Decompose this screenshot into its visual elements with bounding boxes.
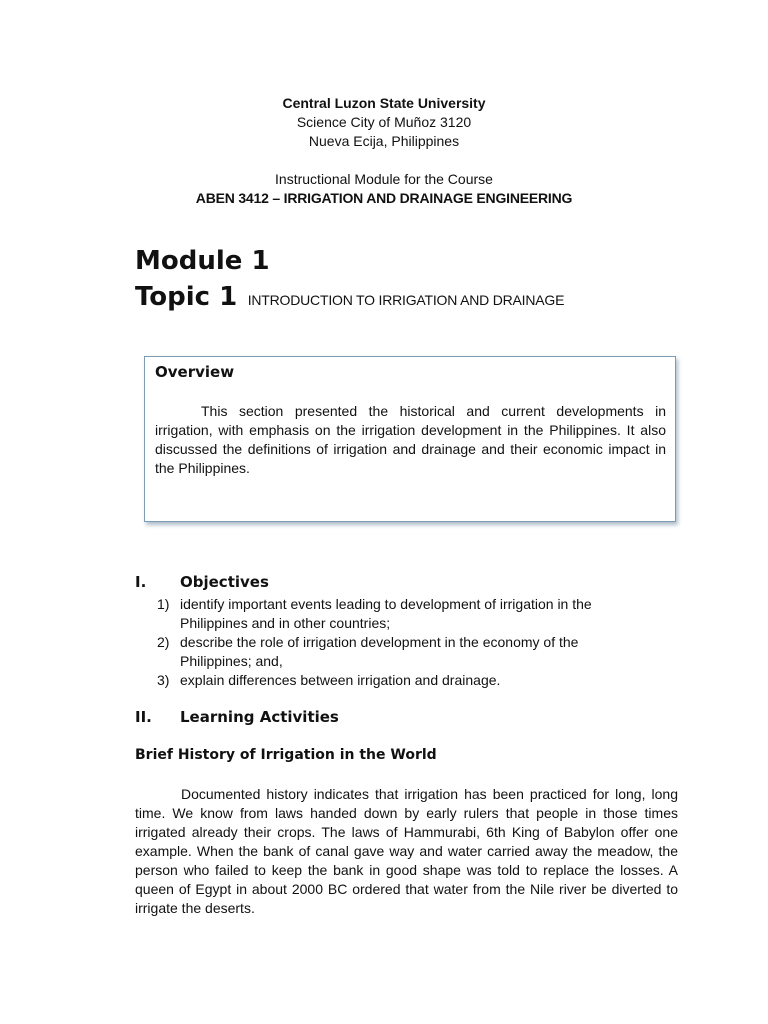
course-title: ABEN 3412 – IRRIGATION AND DRAINAGE ENGINEERING	[195, 190, 573, 206]
address-line-2: Nueva Ecija, Philippines	[308, 133, 460, 149]
document-header	[0, 94, 768, 208]
list-item-number: 3)	[157, 672, 170, 688]
overview-box	[144, 356, 676, 522]
activities-title: Learning Activities	[180, 708, 339, 726]
module-for-line: Instructional Module for the Course	[275, 171, 493, 187]
objectives-number: I.	[135, 573, 147, 591]
objectives-heading	[135, 573, 269, 591]
history-subheading: Brief History of Irrigation in the World	[135, 747, 437, 763]
topic-line	[135, 280, 564, 314]
activities-number: II.	[135, 708, 152, 726]
list-item	[157, 671, 637, 690]
list-item-text: describe the role of irrigation development in the economy of the Philippines; and,	[180, 634, 579, 669]
overview-text: This section presented the historical and current developments in irrigation, with emphasis on the irrigation development in the Philippines. It also discussed the definitions of irrigation and drainage and their economic impact in the Philippines.	[155, 403, 666, 476]
overview-title: Overview	[155, 363, 235, 381]
university-name: Central Luzon State University	[282, 95, 486, 111]
list-item	[157, 595, 637, 633]
address-line-1: Science City of Muñoz 3120	[296, 114, 472, 130]
list-item-text: explain differences between irrigation and drainage.	[180, 672, 501, 688]
module-label: Module 1	[135, 246, 270, 276]
objectives-title: Objectives	[180, 573, 269, 591]
list-item-number: 2)	[157, 634, 170, 650]
list-item	[157, 633, 637, 671]
learning-activities-heading	[135, 708, 339, 726]
list-item-number: 1)	[157, 596, 170, 612]
objectives-list	[157, 595, 637, 690]
history-paragraph: Documented history indicates that irrigation has been practiced for long, long time. We know from laws handed down by early rulers that people in those times irrigated already their crops. The laws of Hammurabi, 6th King of Babylon offer one example. When the bank of canal gave way and water carried away the meadow, the person who failed to keep the bank in good shape was told to replace the losses. A queen of Egypt in about 2000 BC ordered that water from the Nile river be diverted to irrigate the deserts.	[135, 786, 678, 916]
topic-name: INTRODUCTION TO IRRIGATION AND DRAINAGE	[247, 292, 565, 308]
list-item-text: identify important events leading to development of irrigation in the Philippines and in other countries;	[180, 596, 592, 631]
topic-label: Topic 1	[135, 282, 238, 312]
